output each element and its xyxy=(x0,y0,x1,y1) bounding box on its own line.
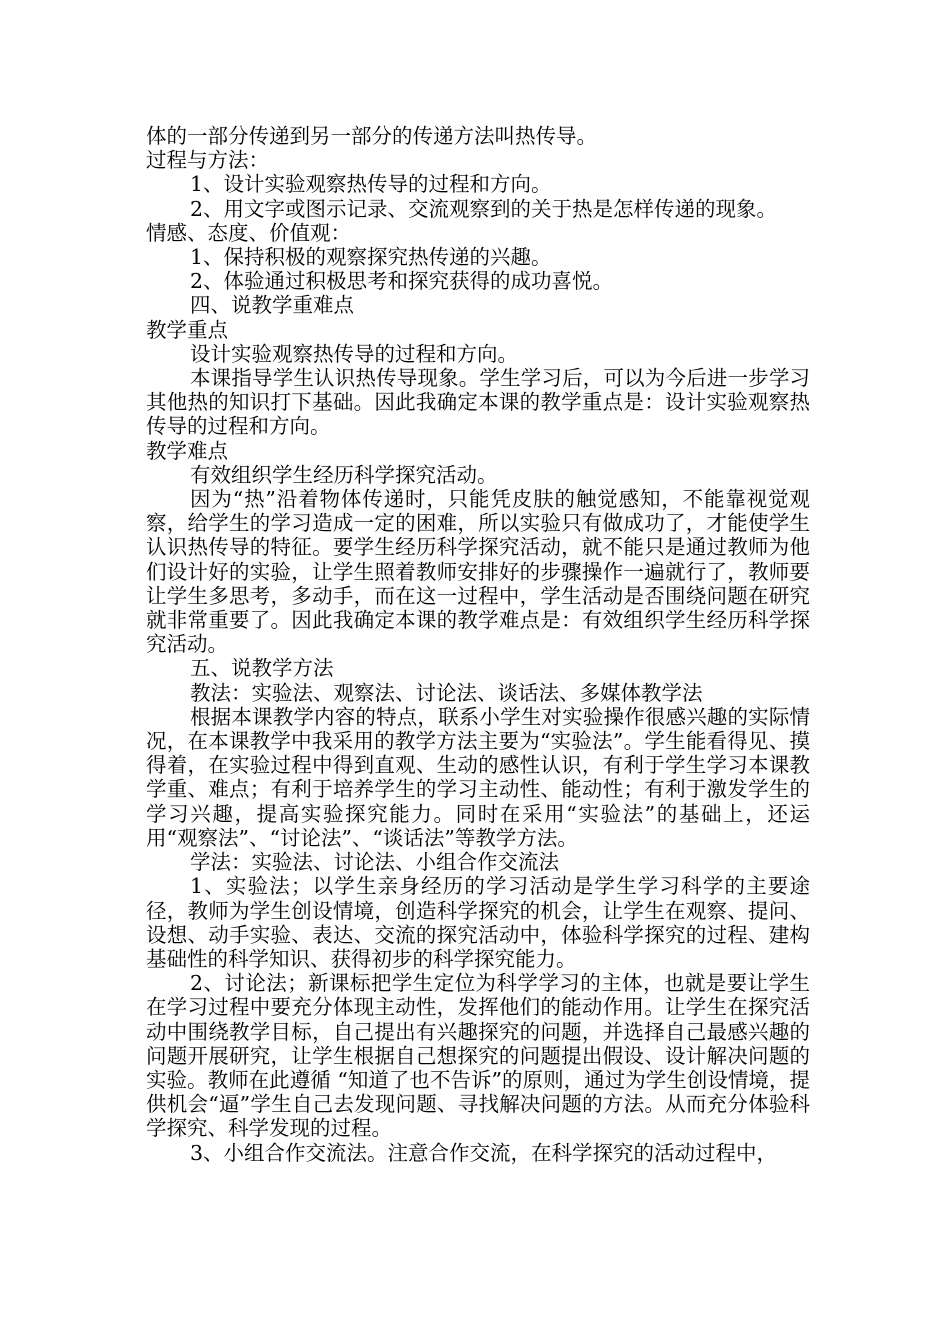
list-item: 3、小组合作交流法。注意合作交流，在科学探究的活动过程中， xyxy=(190,1140,778,1165)
section-heading: 过程与方法： xyxy=(146,148,269,173)
section-heading: 四、说教学重难点 xyxy=(190,293,354,318)
paragraph: 学法：实验法、讨论法、小组合作交流法 xyxy=(190,850,559,875)
subsection-heading: 教学重点 xyxy=(146,317,228,342)
list-item: 2、体验通过积极思考和探究获得的成功喜悦。 xyxy=(190,269,614,294)
paragraph: 有效组织学生经历科学探究活动。 xyxy=(190,462,498,487)
paragraph: 根据本课教学内容的特点，联系小学生对实验操作很感兴趣的实际情况，在本课教学中我采用的教学方法主要为“实验法”。学生能看得见、摸得着，在实验过程中得到直观、生动的感性认识，有利于学生学习本课教学重、难点；有利于培养学生的学习主动性、能动性；有利于激发学生的学习兴趣，提高实验探究能力。同时在采用“实验法”的基础上，还运用“观察法”、“讨论法”、“谈话法”等教学方法。 xyxy=(146,704,810,850)
paragraph: 教法：实验法、观察法、讨论法、谈话法、多媒体教学法 xyxy=(190,680,703,705)
document-body xyxy=(146,124,810,1165)
list-item: 1、实验法；以学生亲身经历的学习活动是学生学习科学的主要途径，教师为学生创设情境，创造科学探究的机会，让学生在观察、提问、设想、动手实验、表达、交流的探究活动中，体验科学探究的过程、建构基础性的科学知识、获得初步的科学探究能力。 xyxy=(146,874,810,971)
list-item: 2、讨论法；新课标把学生定位为科学学习的主体，也就是要让学生在学习过程中要充分体现主动性，发挥他们的能动作用。让学生在探究活动中围绕教学目标，自己提出有兴趣探究的问题，并选择自己最感兴趣的问题开展研究，让学生根据自己想探究的问题提出假设、设计解决问题的实验。教师在此遵循 “知道了也不告诉”的原则，通过为学生创设情境，提供机会“逼”学生自己去发现问题、寻找解决问题的方法。从而充分体验科学探究、科学发现的过程。 xyxy=(146,971,810,1141)
list-item: 1、设计实验观察热传导的过程和方向。 xyxy=(190,172,552,197)
section-heading: 情感、态度、价值观： xyxy=(146,220,351,245)
paragraph: 因为“热”沿着物体传递时，只能凭皮肤的触觉感知，不能靠视觉观察，给学生的学习造成一定的困难，所以实验只有做成功了，才能使学生认识热传导的特征。要学生经历科学探究活动，就不能只是通过教师为他们设计好的实验，让学生照着教师安排好的步骤操作一遍就行了，教师要让学生多思考，多动手，而在这一过程中，学生活动是否围绕问题在研究就非常重要了。因此我确定本课的教学难点是：有效组织学生经历科学探究活动。 xyxy=(146,487,810,657)
subsection-heading: 教学难点 xyxy=(146,438,228,463)
paragraph: 本课指导学生认识热传导现象。学生学习后，可以为今后进一步学习其他热的知识打下基础。因此我确定本课的教学重点是：设计实验观察热传导的过程和方向。 xyxy=(146,366,810,439)
paragraph: 设计实验观察热传导的过程和方向。 xyxy=(190,341,518,366)
paragraph: 体的一部分传递到另一部分的传递方法叫热传导。 xyxy=(146,124,597,148)
list-item: 1、保持积极的观察探究热传递的兴趣。 xyxy=(190,245,552,270)
list-item: 2、用文字或图示记录、交流观察到的关于热是怎样传递的现象。 xyxy=(190,196,778,221)
section-heading: 五、说教学方法 xyxy=(190,656,334,681)
